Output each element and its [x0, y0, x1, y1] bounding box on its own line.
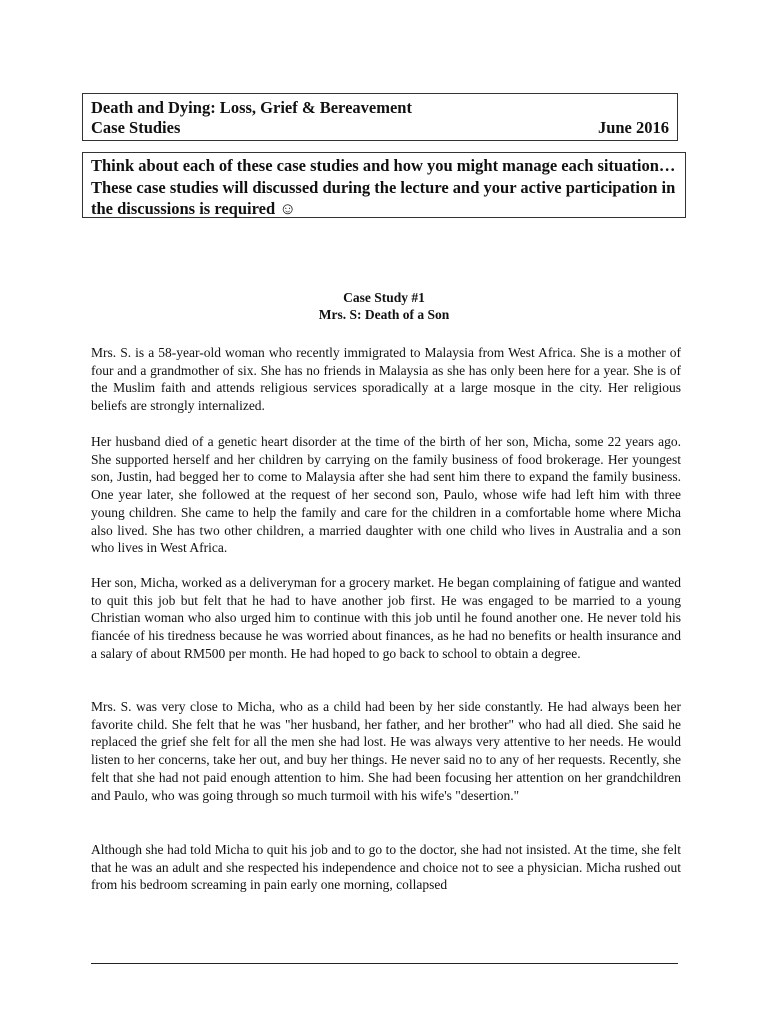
document-subtitle: Case Studies — [91, 118, 181, 137]
case-paragraph: Mrs. S. was very close to Micha, who as a child had been by her side constantly. He had always been her favorite child. She felt that he was "her husband, her father, and her brother" who had all died. She said he replaced the grief she felt for all the men she had lost. He was always very attentive to her needs. He would listen to her concerns, take her out, and buy her things. He never said no to any of her requests. Recently, she felt that she had not paid enough attention to him. She had been focusing her attention on her grandchildren and Paulo, who was going through so much turmoil with his wife's "desertion." — [91, 699, 681, 803]
case-paragraph: Mrs. S. is a 58-year-old woman who recently immigrated to Malaysia from West Africa. She is a mother of four and a grandmother of six. She has no friends in Malaysia as she has only been here for a year. She is of the Muslim faith and attends religious services sporadically at a large mosque in the city. Her religious beliefs are strongly internalized. — [91, 345, 681, 414]
intro-instructions — [82, 152, 686, 218]
document-date: June 2016 — [597, 118, 669, 137]
document-header — [82, 93, 678, 141]
case-paragraph: Her husband died of a genetic heart disorder at the time of the birth of her son, Micha, some 22 years ago. She supported herself and her children by carrying on the family business of food brokerage. Her youngest son, Justin, had begged her to come to Malaysia after she had sent him there to expand the family business. One year later, she followed at the request of her second son, Paulo, whose wife had left him with three young children. She came to help the family and care for the children in a comfortable home where Micha also lived. She has two other children, a married daughter with one child who lives in Australia and a son who lives in West Africa. — [91, 434, 681, 556]
case-paragraph: Her son, Micha, worked as a deliveryman for a grocery market. He began complaining of fatigue and wanted to quit this job but felt that he had to have another job first. He was engaged to be married to a young Christian woman who also urged him to continue with this job until he found another one. He never told his fiancée of his tiredness because he was worried about finances, as he had no benefits or health insurance and a salary of about RM500 per month. He had hoped to go back to school to obtain a degree. — [91, 575, 681, 661]
footer-divider — [91, 963, 678, 964]
intro-text: Think about each of these case studies and how you might manage each situation… These case studies will discussed during the lecture and your active participation in the discussions is required ☺ — [91, 156, 676, 218]
header-subtitle-row — [91, 118, 669, 138]
document-title: Death and Dying: Loss, Grief & Bereavement — [91, 98, 412, 117]
case-study-title: Mrs. S: Death of a Son — [318, 307, 450, 322]
case-paragraph: Although she had told Micha to quit his job and to go to the doctor, she had not insisted. At the time, she felt that he was an adult and she respected his independence and choice not to see a physician. Micha rushed out from his bedroom screaming in pain early one morning, collapsed — [91, 842, 681, 893]
case-study-number: Case Study #1 — [343, 290, 425, 305]
